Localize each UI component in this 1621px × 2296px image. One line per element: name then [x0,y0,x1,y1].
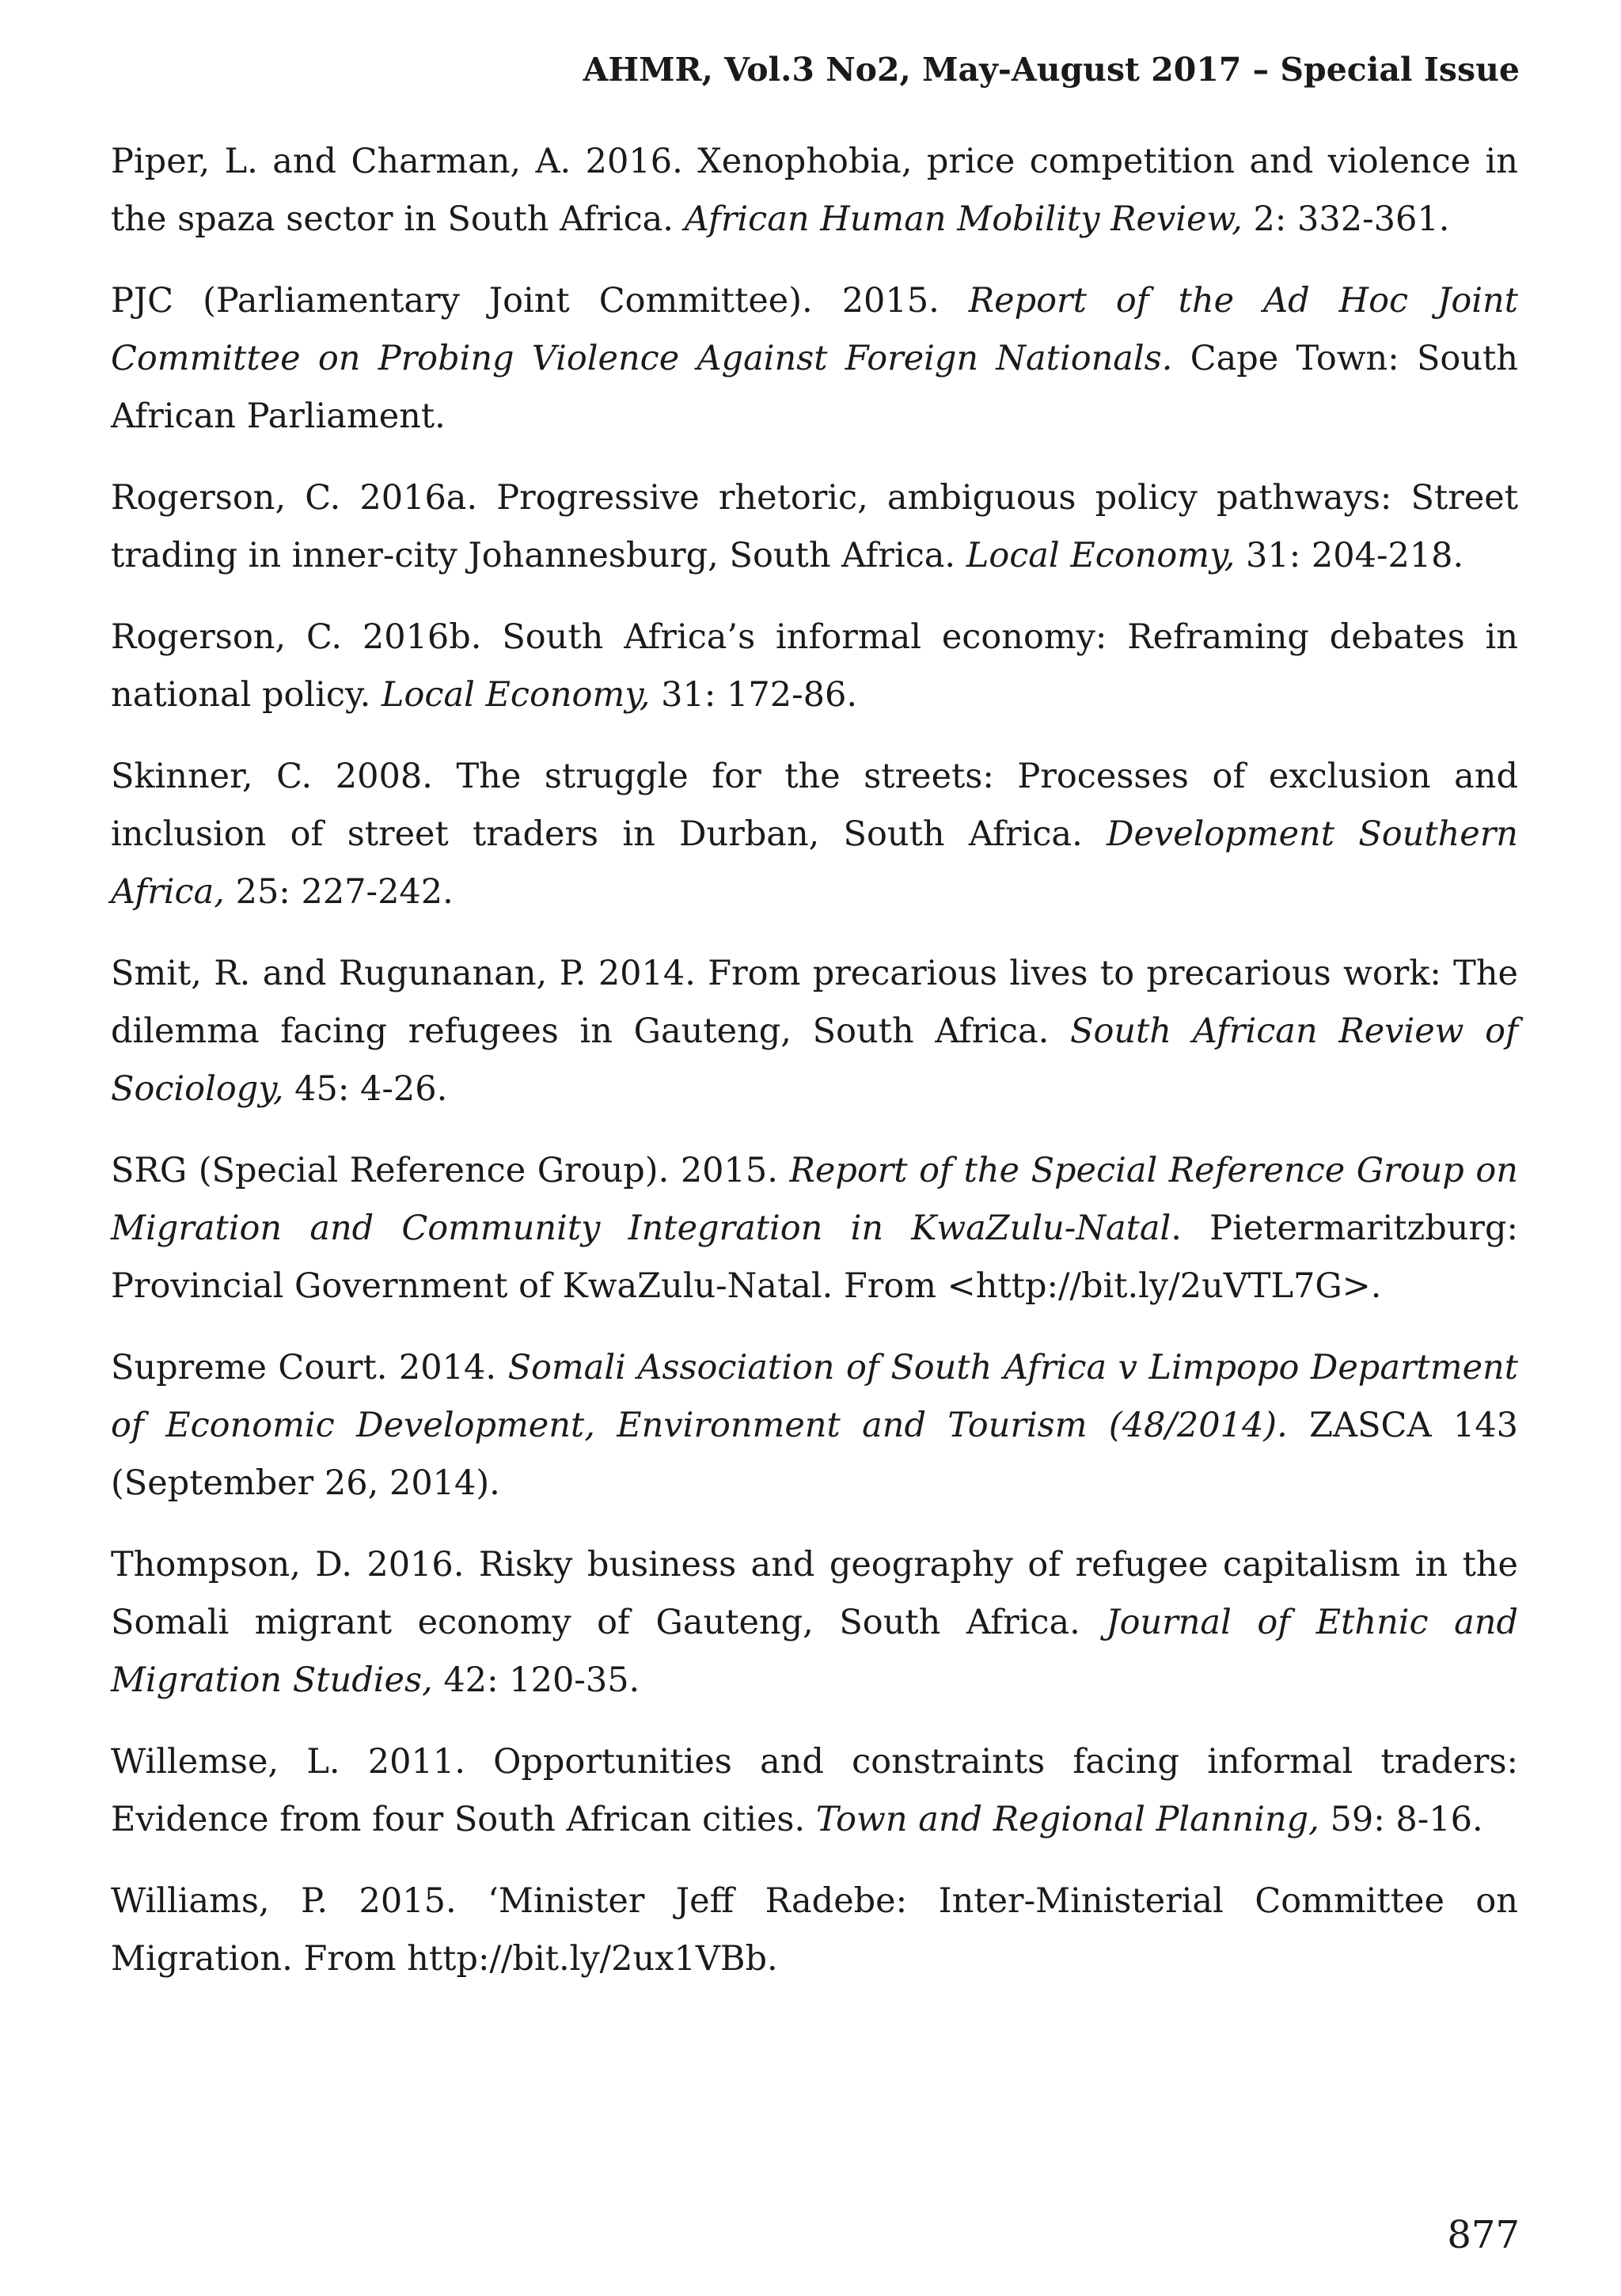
reference-entry [111,1536,1518,1710]
reference-details: ZASCA 143 (September 26, 2014). [111,1406,1518,1503]
page-number: 877 [1447,2213,1520,2257]
reference-text: Skinner, C. 2008. The struggle for the streets: Processes of exclusion and inclusion of street traders in Durban, South Africa. [111,757,1518,854]
reference-entry [111,748,1518,921]
reference-text: Piper, L. and Charman, A. 2016. Xenophobia, price competition and violence in the spaza sector in South Africa. [111,142,1518,239]
reference-text: Supreme Court. 2014. [111,1348,508,1387]
reference-text: Willemse, L. 2011. Opportunities and constraints facing informal traders: Evidence from four South African cities. [111,1742,1518,1839]
reference-details: 2: 332-361. [1242,199,1450,239]
reference-source-title: South African Review of Sociology, [111,1011,1518,1109]
reference-source-title: Report of the Ad Hoc Joint Committee on Probing Violence Against Foreign Nationals. [111,281,1518,378]
reference-entry [111,1873,1518,1988]
reference-source-title: Local Economy, [381,675,651,715]
reference-source-title: Local Economy, [966,536,1236,575]
reference-details: 59: 8-16. [1319,1800,1483,1839]
reference-text: Smit, R. and Rugunanan, P. 2014. From precarious lives to precarious work: The dilemma facing refugees in Gauteng, South Africa. [111,954,1518,1051]
running-header: AHMR, Vol.3 No2, May-August 2017 – Special Issue [583,51,1520,89]
reference-entry [111,1142,1518,1315]
reference-details: 25: 227-242. [224,872,454,912]
reference-details: 31: 204-218. [1235,536,1464,575]
reference-text: Thompson, D. 2016. Risky business and geography of refugee capitalism in the Somali migrant economy of Gauteng, South Africa. [111,1545,1518,1642]
reference-source-title: Report of the Special Reference Group on Migration and Community Integration in KwaZulu-Natal [111,1151,1518,1248]
reference-text: Rogerson, C. 2016a. Progressive rhetoric, ambiguous policy pathways: Street trading in inner-city Johannesburg, South Africa. [111,478,1518,575]
reference-text: Williams, P. 2015. ‘Minister Jeff Radebe: Inter-Ministerial Committee on Migration. From http://bit.ly/2ux1VBb. [111,1881,1518,1979]
reference-entry [111,1339,1518,1512]
reference-source-title: Journal of Ethnic and Migration Studies, [111,1603,1518,1700]
reference-source-title: African Human Mobility Review, [684,199,1243,239]
reference-source-title: Town and Regional Planning, [815,1800,1319,1839]
reference-text: Rogerson, C. 2016b. South Africa’s informal economy: Reframing debates in national policy. [111,617,1518,715]
reference-entry [111,133,1518,249]
reference-entry [111,609,1518,724]
reference-list [111,133,1518,2012]
reference-text: SRG (Special Reference Group). 2015. [111,1151,790,1190]
reference-text: PJC (Parliamentary Joint Committee). 2015. [111,281,969,321]
reference-entry [111,1733,1518,1849]
reference-details: 42: 120-35. [432,1660,640,1700]
reference-details: 45: 4-26. [283,1069,448,1109]
reference-details: Cape Town: South African Parliament. [111,339,1518,436]
reference-details: . Pietermaritzburg: Provincial Government of KwaZulu-Natal. From <http://bit.ly/2uVTL7G>. [111,1209,1518,1306]
reference-source-title: Development Southern Africa, [111,814,1518,912]
reference-source-title: Somali Association of South Africa v Limpopo Department of Economic Development, Environment and Tourism (48/2014). [111,1348,1518,1445]
reference-entry [111,272,1518,446]
reference-entry [111,469,1518,585]
reference-entry [111,945,1518,1118]
reference-details: 31: 172-86. [650,675,858,715]
